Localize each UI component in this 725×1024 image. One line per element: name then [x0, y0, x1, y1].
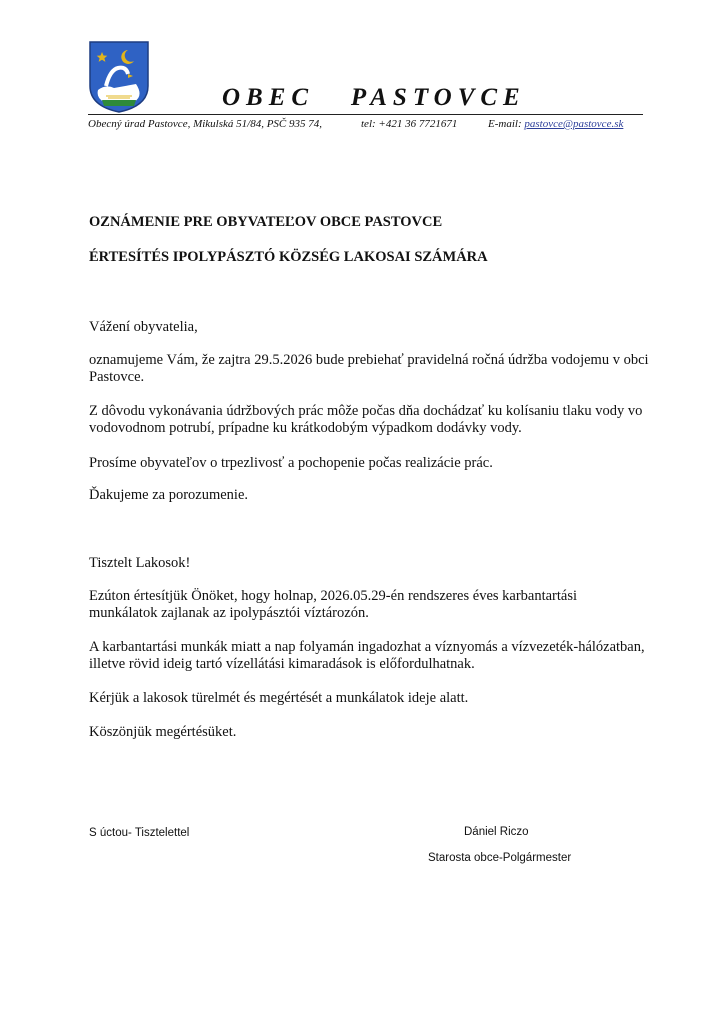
paragraph-slovak-4: Ďakujeme za porozumenie.	[89, 487, 249, 503]
signatory-name: Dániel Riczo	[464, 826, 529, 838]
paragraph-slovak-2: Z dôvodu vykonávania údržbových prác môže počas dňa dochádzať ku kolísaniu tlaku vody vo vodovodnom potrubí, prípadne ku krátkodobým výpadkom dodávky vody.	[89, 403, 643, 436]
greeting-hungarian: Tisztelt Lakosok!	[89, 555, 191, 571]
title-hungarian: ÉRTESÍTÉS IPOLYPÁSZTÓ KÖZSÉG LAKOSAI SZÁMÁRA	[89, 249, 488, 265]
paragraph-slovak-3: Prosíme obyvateľov o trpezlivosť a pochopenie počas realizácie prác.	[89, 455, 493, 471]
paragraph-slovak-1: oznamujeme Vám, že zajtra 29.5.2026 bude prebiehať pravidelná ročná údržba vodojemu v obci Pastovce.	[89, 352, 649, 385]
paragraph-hungarian-4: Köszönjük megértésüket.	[89, 724, 237, 740]
header-divider	[88, 114, 643, 115]
phone-number: tel: +421 36 7721671	[361, 118, 458, 130]
paragraph-hungarian-1: Ezúton értesítjük Önöket, hogy holnap, 2026.05.29-én rendszeres éves karbantartási munkálatok zajlanak az ipolypásztói víztározón.	[89, 588, 578, 621]
paragraph-hungarian-2: A karbantartási munkák miatt a nap folyamán ingadozhat a víznyomás a vízvezeték-hálózatban, illetve rövid ideig tartó vízellátási kimaradások is előfordulhatnak.	[89, 639, 645, 672]
office-address: Obecný úrad Pastovce, Mikulská 51/84, PSČ 935 74,	[88, 118, 323, 130]
signatory-role: Starosta obce-Polgármester	[428, 852, 572, 864]
title-slovak: OZNÁMENIE PRE OBYVATEĽOV OBCE PASTOVCE	[89, 214, 443, 230]
municipal-crest-icon	[88, 40, 150, 114]
paragraph-hungarian-3: Kérjük a lakosok türelmét és megértését a munkálatok ideje alatt.	[89, 690, 469, 706]
municipality-name: OBEC PASTOVCE	[222, 84, 526, 111]
email-link[interactable]: pastovce@pastovce.sk	[524, 118, 624, 130]
greeting-slovak: Vážení obyvatelia,	[89, 319, 198, 335]
email-group	[488, 118, 623, 130]
email-label: E-mail:	[488, 118, 522, 130]
closing-salutation: S úctou- Tisztelettel	[89, 827, 190, 839]
